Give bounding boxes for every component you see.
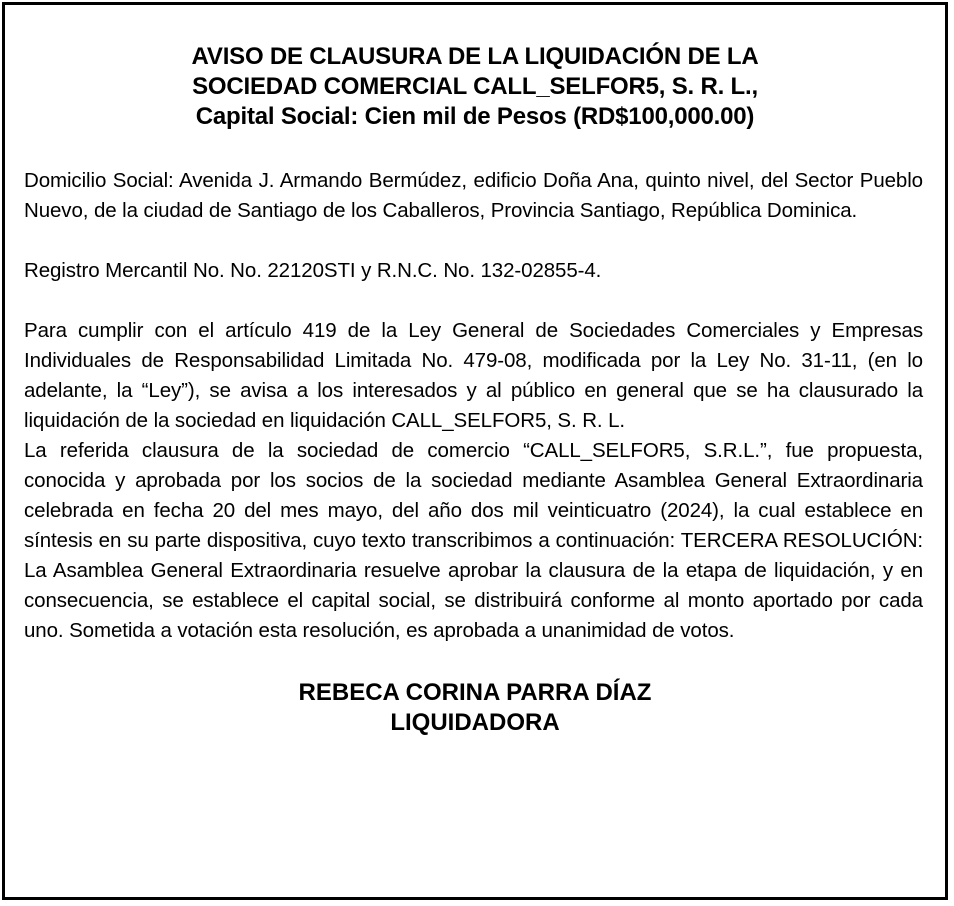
notice-body — [5, 166, 945, 646]
notice-title-line-3: Capital Social: Cien mil de Pesos (RD$100,000.00) — [195, 103, 755, 130]
notice-title — [5, 42, 945, 132]
resolution-paragraph: La referida clausura de la sociedad de comercio “CALL_SELFOR5, S.R.L.”, fue propuesta, conocida y aprobada por los socios de la sociedad mediante Asamblea General Extraordinaria celebrada en fecha 20 del mes mayo, del año dos mil veinticuatro (2024), la cual establece en síntesis en su parte dispositiva, cuyo texto transcribimos a continuación: TERCERA RESOLUCIÓN: La Asamblea General Extraordinaria resuelve aprobar la clausura de la etapa de liquidación, y en consecuencia, se establece el capital social, se distribuirá conforme al monto aportado por cada uno. Sometida a votación esta resolución, es aprobada a unanimidad de votos. — [24, 439, 923, 642]
signatory-role: LIQUIDADORA — [390, 709, 560, 736]
signatory-name: REBECA CORINA PARRA DÍAZ — [298, 679, 652, 706]
domicile-paragraph: Domicilio Social: Avenida J. Armando Bermúdez, edificio Doña Ana, quinto nivel, del Sector Pueblo Nuevo, de la ciudad de Santiago de los Caballeros, Provincia Santiago, República Dominica. — [24, 169, 923, 222]
legal-notice — [2, 2, 948, 900]
registry-paragraph: Registro Mercantil No. No. 22120STI y R.N.C. No. 132-02855-4. — [24, 259, 602, 282]
notice-title-line-2: SOCIEDAD COMERCIAL CALL_SELFOR5, S. R. L., — [192, 73, 758, 100]
signature-block — [5, 678, 945, 738]
law-paragraph: Para cumplir con el artículo 419 de la Ley General de Sociedades Comerciales y Empresas Individuales de Responsabilidad Limitada No. 479-08, modificada por la Ley No. 31-11, (en lo adelante, la “Ley”), se avisa a los interesados y al público en general que se ha clausurado la liquidación de la sociedad en liquidación CALL_SELFOR5, S. R. L. — [24, 319, 923, 432]
notice-title-line-1: AVISO DE CLAUSURA DE LA LIQUIDACIÓN DE LA — [191, 43, 759, 70]
